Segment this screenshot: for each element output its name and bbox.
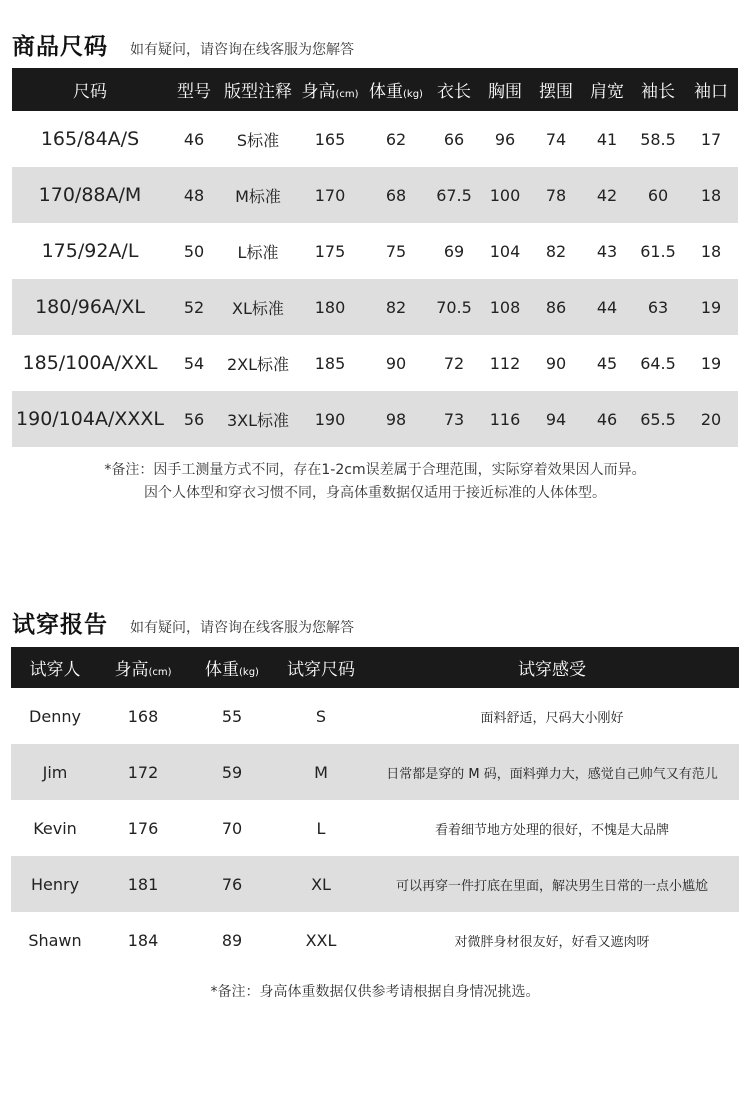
- table-cell: 90: [364, 335, 428, 391]
- table-cell: Kevin: [11, 800, 99, 856]
- table-cell: 58.5: [632, 111, 684, 167]
- column-header-label: 试穿人: [29, 660, 81, 680]
- table-cell: 面料舒适，尺码大小刚好: [365, 688, 739, 744]
- table-cell: 70.5: [428, 279, 480, 335]
- table-cell: 98: [364, 391, 428, 447]
- table-cell: 73: [428, 391, 480, 447]
- table-cell: 60: [632, 167, 684, 223]
- column-header: [632, 68, 684, 111]
- table-cell: Shawn: [11, 912, 99, 968]
- column-header: [530, 68, 582, 111]
- table-cell: 165: [296, 111, 364, 167]
- table-cell: 46: [168, 111, 220, 167]
- table-cell: 172: [99, 744, 187, 800]
- try-section-header: [12, 606, 354, 639]
- column-header-unit: (cm): [148, 667, 172, 678]
- column-header-label: 袖长: [641, 82, 675, 102]
- column-header-unit: (kg): [239, 667, 259, 678]
- table-cell: 56: [168, 391, 220, 447]
- table-cell: 对微胖身材很友好，好看又遮肉呀: [365, 912, 739, 968]
- table-cell: M: [277, 744, 365, 800]
- table-cell: 看着细节地方处理的很好，不愧是大品牌: [365, 800, 739, 856]
- table-cell: 52: [168, 279, 220, 335]
- table-cell: 55: [187, 688, 277, 744]
- column-header-label: 版型注释: [224, 82, 292, 102]
- column-header-label: 型号: [177, 82, 211, 102]
- column-header: [428, 68, 480, 111]
- table-cell: 70: [187, 800, 277, 856]
- column-header-label: 肩宽: [590, 82, 624, 102]
- table-cell: 76: [187, 856, 277, 912]
- table-cell: 185: [296, 335, 364, 391]
- header-row: [12, 68, 738, 111]
- size-note-line1: *备注：因手工测量方式不同，存在1-2cm误差属于合理范围，实际穿着效果因人而异。: [104, 462, 646, 478]
- column-header-label: 试穿尺码: [287, 660, 355, 680]
- table-cell: 94: [530, 391, 582, 447]
- column-header: [187, 647, 277, 688]
- table-cell: 59: [187, 744, 277, 800]
- table-row: [11, 744, 739, 800]
- table-row: [12, 335, 738, 391]
- header-row: [11, 647, 739, 688]
- table-cell: Jim: [11, 744, 99, 800]
- table-cell: 176: [99, 800, 187, 856]
- table-row: [11, 912, 739, 968]
- table-cell: 190: [296, 391, 364, 447]
- try-section-title: 试穿报告: [12, 612, 108, 638]
- table-cell: 104: [480, 223, 530, 279]
- table-cell: 82: [364, 279, 428, 335]
- table-cell: 46: [582, 391, 632, 447]
- table-cell: 168: [99, 688, 187, 744]
- table-row: [12, 111, 738, 167]
- table-row: [11, 800, 739, 856]
- column-header-label: 身高: [301, 82, 336, 102]
- table-cell: 100: [480, 167, 530, 223]
- table-cell: 62: [364, 111, 428, 167]
- table-cell: 3XL标准: [220, 391, 296, 447]
- column-header-unit: (cm): [335, 89, 359, 100]
- table-cell: 61.5: [632, 223, 684, 279]
- table-cell: 44: [582, 279, 632, 335]
- table-cell: 43: [582, 223, 632, 279]
- size-note-line2: 因个人体型和穿衣习惯不同，身高体重数据仅适用于接近标准的人体体型。: [144, 485, 606, 501]
- column-header-label: 体重: [205, 660, 240, 680]
- try-on-report-table: [11, 647, 739, 968]
- table-cell: 175/92A/L: [12, 223, 168, 279]
- column-header: [296, 68, 364, 111]
- table-cell: S: [277, 688, 365, 744]
- column-header-label: 身高: [114, 660, 149, 680]
- table-cell: 116: [480, 391, 530, 447]
- table-cell: 112: [480, 335, 530, 391]
- table-cell: L: [277, 800, 365, 856]
- table-cell: 89: [187, 912, 277, 968]
- column-header-label: 尺码: [73, 82, 107, 102]
- table-cell: M标准: [220, 167, 296, 223]
- column-header-label: 袖口: [694, 82, 728, 102]
- table-row: [11, 856, 739, 912]
- size-chart-table: [12, 68, 738, 447]
- table-row: [12, 279, 738, 335]
- table-cell: 41: [582, 111, 632, 167]
- table-cell: 20: [684, 391, 738, 447]
- try-section-subtitle: 如有疑问，请咨询在线客服为您解答: [130, 620, 354, 636]
- table-cell: Denny: [11, 688, 99, 744]
- column-header: [364, 68, 428, 111]
- table-cell: 19: [684, 335, 738, 391]
- table-cell: 19: [684, 279, 738, 335]
- table-cell: 45: [582, 335, 632, 391]
- column-header-label: 摆围: [539, 82, 573, 102]
- table-cell: XL标准: [220, 279, 296, 335]
- table-row: [12, 167, 738, 223]
- column-header: [99, 647, 187, 688]
- table-cell: 82: [530, 223, 582, 279]
- table-cell: 180: [296, 279, 364, 335]
- column-header: [365, 647, 739, 688]
- table-row: [11, 688, 739, 744]
- table-cell: 86: [530, 279, 582, 335]
- column-header-label: 衣长: [437, 82, 471, 102]
- table-cell: 日常都是穿的 M 码，面料弹力大，感觉自己帅气又有范儿: [365, 744, 739, 800]
- table-cell: 78: [530, 167, 582, 223]
- column-header: [480, 68, 530, 111]
- table-cell: 18: [684, 223, 738, 279]
- column-header: [220, 68, 296, 111]
- table-cell: 181: [99, 856, 187, 912]
- column-header-label: 试穿感受: [518, 660, 586, 680]
- table-row: [12, 223, 738, 279]
- size-section-title: 商品尺码: [12, 34, 108, 60]
- table-cell: XXL: [277, 912, 365, 968]
- try-note: *备注：身高体重数据仅供参考请根据自身情况挑选。: [210, 984, 540, 1000]
- column-header: [168, 68, 220, 111]
- table-cell: 90: [530, 335, 582, 391]
- table-cell: 108: [480, 279, 530, 335]
- column-header: [582, 68, 632, 111]
- table-cell: 2XL标准: [220, 335, 296, 391]
- size-section-header: [12, 28, 354, 61]
- table-cell: 67.5: [428, 167, 480, 223]
- table-cell: 66: [428, 111, 480, 167]
- table-cell: 75: [364, 223, 428, 279]
- table-cell: 64.5: [632, 335, 684, 391]
- table-cell: 50: [168, 223, 220, 279]
- table-cell: 170: [296, 167, 364, 223]
- table-cell: 96: [480, 111, 530, 167]
- column-header: [277, 647, 365, 688]
- column-header-unit: (kg): [403, 89, 423, 100]
- table-cell: 175: [296, 223, 364, 279]
- table-cell: 185/100A/XXL: [12, 335, 168, 391]
- table-cell: 63: [632, 279, 684, 335]
- table-cell: L标准: [220, 223, 296, 279]
- table-cell: 180/96A/XL: [12, 279, 168, 335]
- table-cell: S标准: [220, 111, 296, 167]
- table-cell: 190/104A/XXXL: [12, 391, 168, 447]
- table-cell: 54: [168, 335, 220, 391]
- table-cell: 48: [168, 167, 220, 223]
- table-cell: 68: [364, 167, 428, 223]
- table-cell: 165/84A/S: [12, 111, 168, 167]
- table-row: [12, 391, 738, 447]
- table-cell: 184: [99, 912, 187, 968]
- size-section-subtitle: 如有疑问，请咨询在线客服为您解答: [130, 42, 354, 58]
- column-header: [11, 647, 99, 688]
- table-cell: Henry: [11, 856, 99, 912]
- table-cell: 可以再穿一件打底在里面，解决男生日常的一点小尴尬: [365, 856, 739, 912]
- table-cell: 18: [684, 167, 738, 223]
- column-header: [12, 68, 168, 111]
- table-cell: 17: [684, 111, 738, 167]
- table-cell: 74: [530, 111, 582, 167]
- table-cell: 42: [582, 167, 632, 223]
- column-header-label: 体重: [369, 82, 404, 102]
- table-cell: 72: [428, 335, 480, 391]
- column-header-label: 胸围: [488, 82, 522, 102]
- table-cell: 69: [428, 223, 480, 279]
- table-cell: 65.5: [632, 391, 684, 447]
- column-header: [684, 68, 738, 111]
- table-cell: XL: [277, 856, 365, 912]
- table-cell: 170/88A/M: [12, 167, 168, 223]
